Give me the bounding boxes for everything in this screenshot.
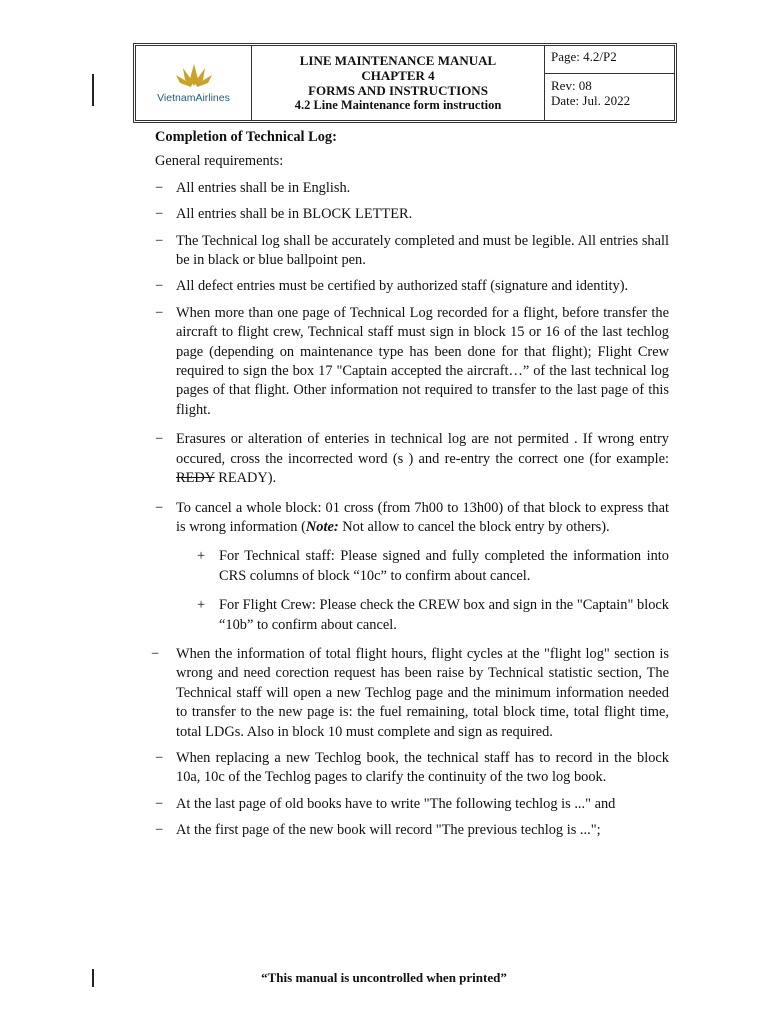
margin-bar-top: [92, 74, 94, 106]
lotus-logo-icon: [174, 62, 214, 90]
item-text: When replacing a new Techlog book, the technical staff has to record in the block 10a, 10c of the Techlog pages to clarify the continuity of the two log book.: [176, 749, 669, 786]
item-text: READY).: [214, 470, 277, 487]
list-item: [155, 277, 669, 296]
title-line: LINE MAINTENANCE MANUAL: [299, 53, 497, 68]
plus-bullet: +: [197, 548, 206, 565]
list-item-erasures: [155, 430, 669, 488]
dash-bullet: −: [155, 822, 164, 839]
list-item: [155, 821, 669, 840]
revision-info: [545, 74, 674, 120]
header-table: [133, 43, 677, 123]
general-requirements: General requirements:: [155, 153, 284, 170]
dash-bullet: −: [155, 232, 164, 249]
item-text: When more than one page of Technical Log recorded for a flight, before transfer the aircraft to flight crew, Technical staff must sign in block 15 or 16 of the last techlog page (depending on maintenance type has been done for that flight); Flight Crew required to sign the box 17 "Captain accepted the aircraft…” of the last technical log pages of that flight. Other information not required to transfer to the last page of this flight.: [176, 304, 669, 418]
revision: Rev: 08: [551, 78, 592, 93]
dash-bullet: −: [155, 179, 164, 196]
list-item: [155, 749, 669, 788]
item-text: At the last page of old books have to write "The following techlog is ..." and: [176, 795, 616, 812]
sub-list-item: [155, 596, 669, 635]
list-item: [155, 179, 669, 198]
dash-bullet: −: [151, 645, 160, 662]
footer-disclaimer: “This manual is uncontrolled when printed”: [261, 970, 507, 985]
plus-bullet: +: [197, 597, 206, 614]
list-item: [155, 304, 669, 420]
dash-bullet: −: [155, 749, 164, 766]
dash-bullet: −: [155, 499, 164, 516]
dash-bullet: −: [155, 206, 164, 223]
list-item: [155, 795, 669, 814]
dash-bullet: −: [155, 795, 164, 812]
title-line: 4.2 Line Maintenance form instruction: [294, 98, 502, 112]
item-text: Not allow to cancel the block entry by others).: [338, 518, 610, 535]
logo: [136, 46, 252, 120]
logo-text: VietnamAirlines: [157, 92, 230, 104]
section-heading: Completion of Technical Log:: [155, 129, 337, 145]
item-text: All entries shall be in English.: [176, 179, 351, 196]
dash-bullet: −: [155, 278, 164, 295]
title-line: FORMS AND INSTRUCTIONS: [308, 83, 488, 98]
item-text: All defect entries must be certified by authorized staff (signature and identity).: [176, 278, 629, 295]
item-text: When the information of total flight hours, flight cycles at the "flight log" section is wrong and need corection request has been raise by Technical statistic section, The Technical staff will open a new Techlog page and the minimum information needed to transfer to the new page is: the fuel remaining, total block time, total flight time, total LDGs. Also in block 10 must complete and sign as required.: [176, 645, 669, 740]
item-text: At the first page of the new book will record "The previous techlog is ...";: [176, 822, 601, 839]
revision-date: Date: Jul. 2022: [551, 93, 631, 108]
item-text: To cancel a whole block: 01 cross (from 7h00 to 13h00) of that block to express that is wrong information (: [176, 499, 669, 535]
item-text: For Flight Crew: Please check the CREW box and sign in the "Captain" block “10b” to confirm about cancel.: [219, 597, 669, 633]
item-text: The Technical log shall be accurately completed and must be legible. All entries shall be in black or blue ballpoint pen.: [176, 232, 669, 269]
item-text: For Technical staff: Please signed and fully completed the information into CRS columns of block “10c” to confirm about cancel.: [219, 548, 669, 584]
dash-bullet: −: [155, 431, 164, 448]
page-number: Page: 4.2/P2: [545, 46, 674, 74]
item-text: All entries shall be in BLOCK LETTER.: [176, 206, 413, 223]
page-body: [151, 128, 669, 848]
list-item-cancel: [155, 499, 669, 538]
title-line: CHAPTER 4: [361, 68, 435, 83]
note-label: Note:: [305, 518, 339, 535]
meta-cell: [545, 46, 674, 120]
list-item: [155, 232, 669, 271]
struck-word: REDY: [176, 470, 215, 487]
manual-title: [252, 46, 545, 120]
list-item: [151, 645, 669, 742]
item-text: Erasures or alteration of enteries in technical log are not permited . If wrong entry occured, cross the incorrected word (s ) and re-entry the correct one (for example:: [176, 431, 669, 467]
dash-bullet: −: [155, 304, 164, 321]
sub-list-item: [155, 547, 669, 586]
list-item: [155, 205, 669, 224]
